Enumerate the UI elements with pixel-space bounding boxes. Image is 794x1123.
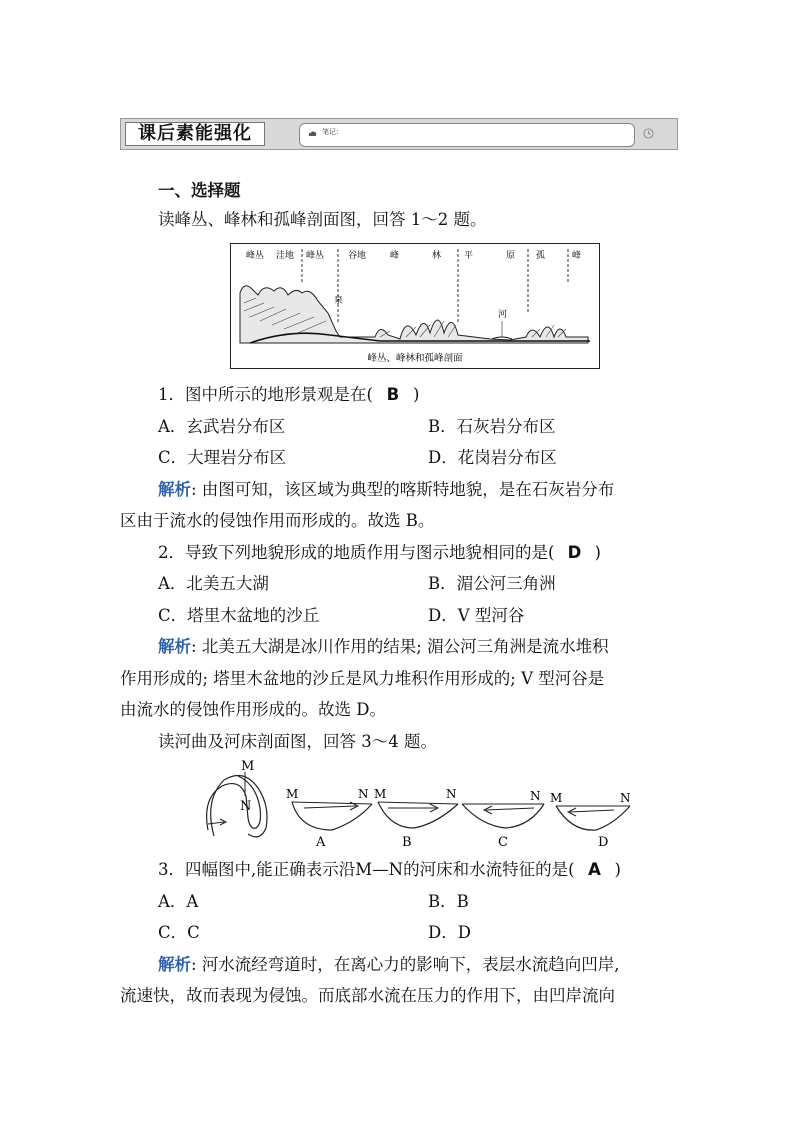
q3-explain-line1 xyxy=(158,954,620,976)
panel-a xyxy=(286,787,372,850)
panel-c-n: N xyxy=(530,789,541,803)
panel-b-m: M xyxy=(374,787,387,801)
q2-option-a: A．北美五大湖 xyxy=(158,574,269,593)
river-bed-figure xyxy=(200,758,645,850)
q1-option-d: D．花岗岩分布区 xyxy=(428,448,557,467)
panel-c-label: C xyxy=(498,835,508,850)
panel-b xyxy=(374,787,458,850)
fig1-label-8: 孤 xyxy=(536,251,546,261)
q3-explain-label: 解析 xyxy=(158,955,191,974)
fig1-caption: 峰丛、峰林和孤峰剖面 xyxy=(367,353,463,364)
q2-option-c: C．塔里木盆地的沙丘 xyxy=(158,606,320,625)
q1-stem-pre: 1．图中所示的地形景观是在( xyxy=(158,385,373,404)
karst-profile-figure xyxy=(230,243,600,369)
panel-d-m: M xyxy=(550,791,563,805)
panel-c xyxy=(462,789,544,850)
section-title: 一、选择题 xyxy=(158,181,241,200)
fig1-label-1: 洼地 xyxy=(276,251,295,261)
q3-option-c: C．C xyxy=(158,923,200,942)
q1-explain-line1 xyxy=(158,479,614,501)
q3-option-d: D．D xyxy=(428,923,471,942)
q2-explain-text1: : 北美五大湖是冰川作用的结果; 湄公河三角洲是流水堆积 xyxy=(191,637,609,656)
q3-explain-text1: : 河水流经弯道时，在离心力的影响下，表层水流趋向凹岸, xyxy=(191,955,620,974)
fig1-label-7: 原 xyxy=(506,251,516,261)
q2-explain-line1 xyxy=(158,636,609,658)
q1-option-a: A．玄武岩分布区 xyxy=(158,417,286,436)
panel-a-m: M xyxy=(286,787,299,801)
q3-explain-line2: 流速快，故而表现为侵蚀。而底部水流在压力的作用下，由凹岸流向 xyxy=(120,986,615,1005)
fig1-label-5: 林 xyxy=(432,251,442,261)
q3-option-a: A．A xyxy=(158,892,199,911)
q2-answer: D xyxy=(567,543,582,562)
q1-explain-line2: 区由于流水的侵蚀作用而形成的。故选 B。 xyxy=(120,511,435,530)
q3-answer: A xyxy=(588,860,601,879)
q3-option-b: B．B xyxy=(428,892,469,911)
fig1-spring: 泉 xyxy=(334,296,344,306)
panel-d-label: D xyxy=(598,835,609,850)
q1-stem xyxy=(158,384,419,406)
q2-stem-pre: 2．导致下列地貌形成的地质作用与图示地貌相同的是( xyxy=(158,543,555,562)
fig1-label-3: 谷地 xyxy=(348,251,367,261)
timer-icon[interactable] xyxy=(643,128,654,139)
panel-d-n: N xyxy=(620,791,631,805)
q2-option-b: B．湄公河三角洲 xyxy=(428,574,556,593)
header-banner xyxy=(120,118,678,150)
intro-2: 读河曲及河床剖面图，回答 3～4 题。 xyxy=(158,732,437,751)
q3-stem-pre: 3．四幅图中,能正确表示沿M—N的河床和水流特征的是( xyxy=(158,860,575,879)
meander-m: M xyxy=(241,759,255,774)
panel-a-label: A xyxy=(316,835,326,850)
meander-n: N xyxy=(240,799,252,814)
fig1-label-6: 平 xyxy=(464,251,474,261)
q3-stem xyxy=(158,859,621,881)
banner-title: 课后素能强化 xyxy=(125,122,265,146)
panel-d xyxy=(550,791,631,850)
fig1-river: 河 xyxy=(498,310,508,320)
q2-explain-label: 解析 xyxy=(158,637,191,656)
panel-b-n: N xyxy=(446,787,457,801)
q1-explain-label: 解析 xyxy=(158,480,191,499)
q1-answer: B xyxy=(386,385,400,404)
q1-explain-text1: : 由图可知，该区域为典型的喀斯特地貌，是在石灰岩分布 xyxy=(191,480,615,499)
q1-option-c: C．大理岩分布区 xyxy=(158,448,287,467)
q2-explain-line2: 作用形成的; 塔里木盆地的沙丘是风力堆积作用形成的; V 型河谷是 xyxy=(120,669,605,688)
fig1-label-9: 峰 xyxy=(572,251,582,261)
notes-label: 笔记: xyxy=(322,128,339,136)
notes-input[interactable] xyxy=(299,123,635,147)
fig1-label-0: 峰丛 xyxy=(246,251,265,261)
fig1-label-4: 峰 xyxy=(390,251,400,261)
intro-1: 读峰丛、峰林和孤峰剖面图，回答 1～2 题。 xyxy=(158,210,487,229)
panel-b-label: B xyxy=(402,835,412,850)
fig1-label-2: 峰丛 xyxy=(306,251,325,261)
q2-stem-post: ) xyxy=(594,543,601,562)
q2-option-d: D．V 型河谷 xyxy=(428,606,525,625)
panel-a-n: N xyxy=(358,787,369,801)
q2-explain-line3: 由流水的侵蚀作用形成的。故选 D。 xyxy=(120,700,386,719)
q1-stem-post: ) xyxy=(412,385,420,404)
q3-stem-post: ) xyxy=(614,860,621,879)
q1-option-b: B．石灰岩分布区 xyxy=(428,417,556,436)
cloud-icon xyxy=(308,129,318,139)
q2-stem xyxy=(158,542,601,564)
